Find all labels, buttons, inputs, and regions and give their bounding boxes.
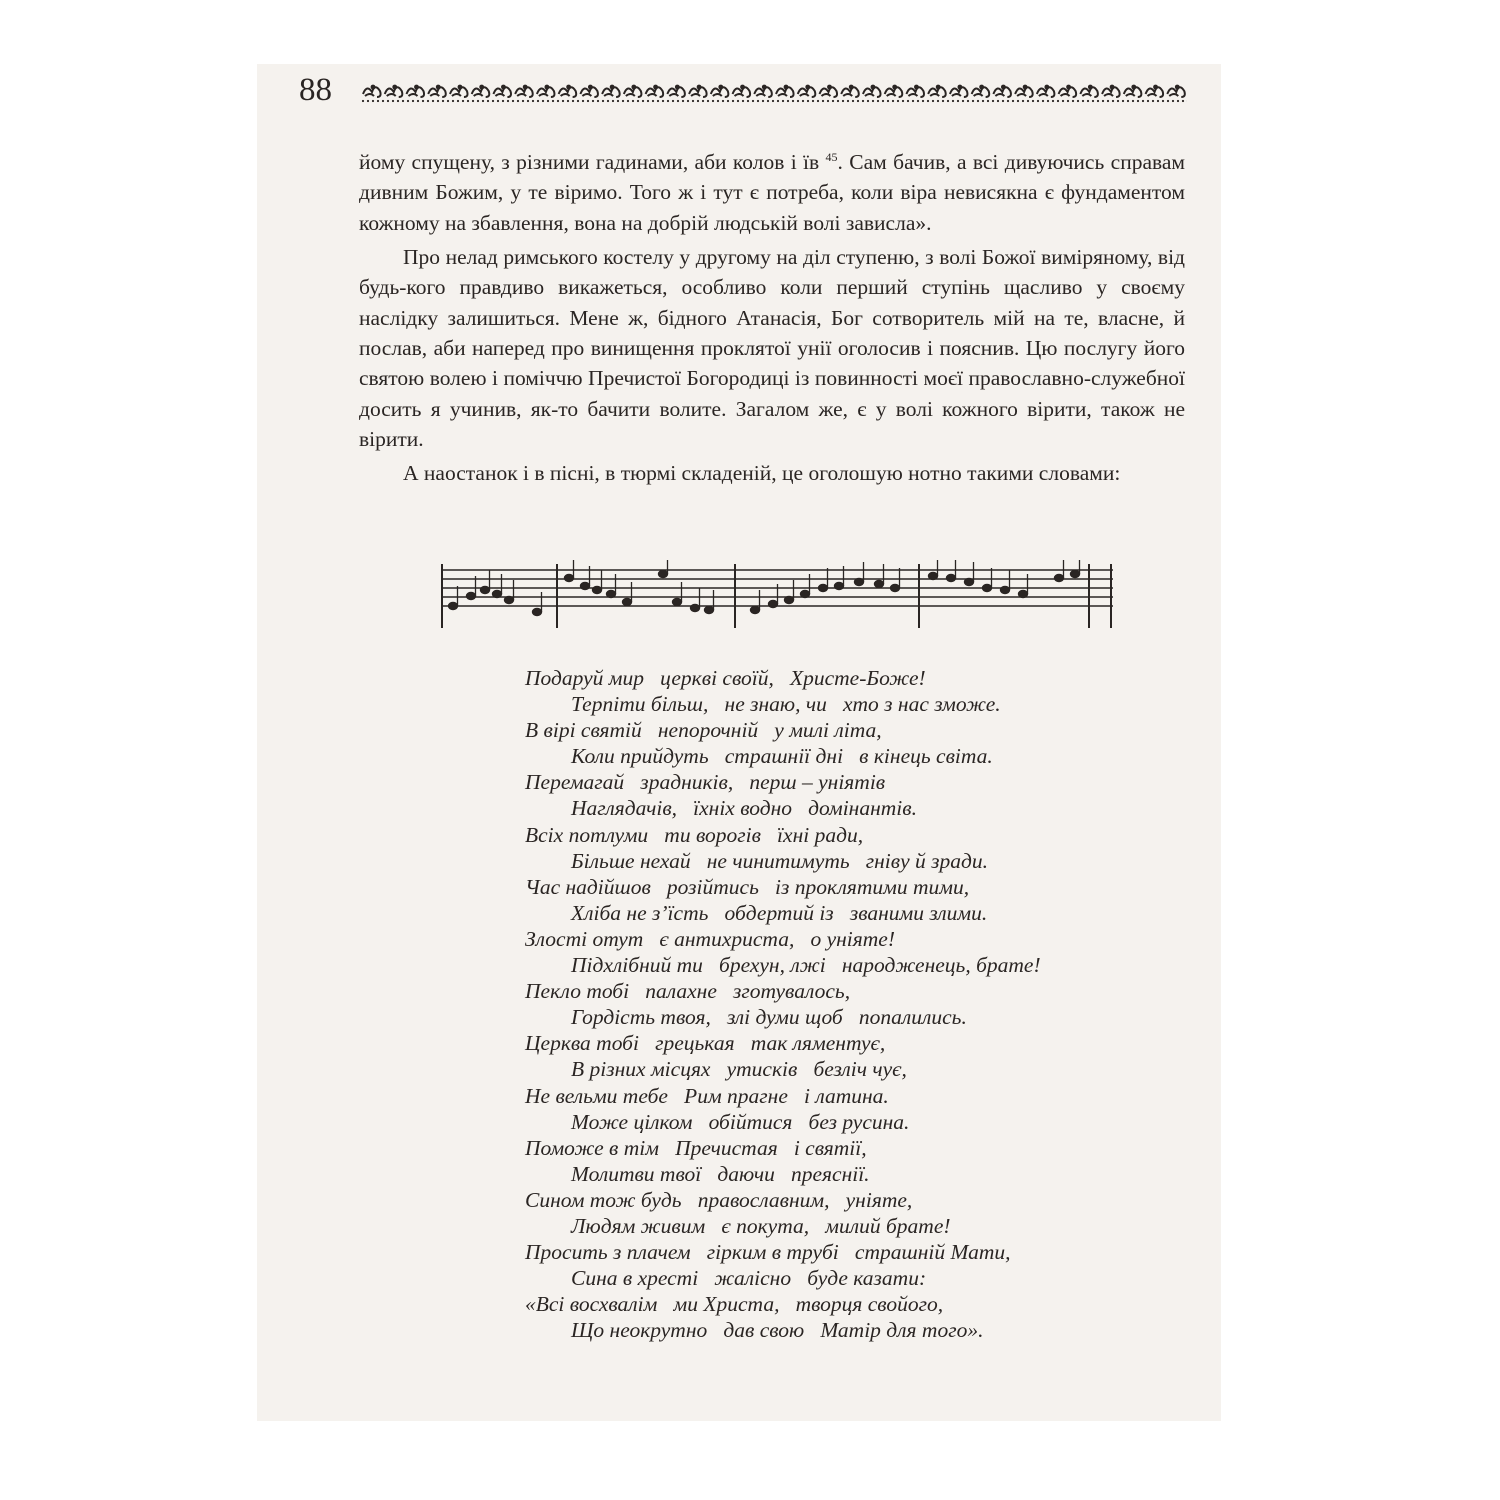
ornament-motif [1037, 85, 1055, 97]
note-head [982, 584, 992, 592]
poem-line: Всіх потлуми ти ворогів їхні ради, [525, 822, 864, 847]
ornament-dot [1172, 100, 1174, 102]
ornament-dot [852, 100, 854, 102]
poem-line: Може цілком обійтися без русина. [571, 1109, 910, 1134]
ornament-dot [967, 100, 969, 102]
ornament-dot [792, 100, 794, 102]
ornament-motif [711, 85, 729, 97]
ornament-dot [642, 100, 644, 102]
ornament-dot [517, 100, 519, 102]
poem-line: Молитви твої даючи преяснії. [571, 1161, 870, 1186]
ornament-dot [1007, 100, 1009, 102]
ornament-motif [385, 85, 403, 97]
ornament-dot [682, 100, 684, 102]
ornament-dot [1072, 100, 1074, 102]
ornament-motif [493, 85, 511, 97]
ornament-dot [1052, 100, 1054, 102]
ornament-dot [477, 100, 479, 102]
ornament-dot [737, 100, 739, 102]
ornament-dot [487, 100, 489, 102]
ornament-dot [1112, 100, 1114, 102]
note-head [1070, 570, 1080, 578]
ornament-dot [917, 100, 919, 102]
ornament-motif [885, 85, 903, 97]
ornament-dot [777, 100, 779, 102]
ornament-dot [1087, 100, 1089, 102]
poem-line: Злості отут є антихриста, о уніяте! [525, 926, 895, 951]
ornament-dot [837, 100, 839, 102]
ornament-dot [942, 100, 944, 102]
ornament-dot [497, 100, 499, 102]
ornament-dot [627, 100, 629, 102]
poem-line: Підхлібний ти брехун, лжі народженець, брате! [571, 953, 1041, 978]
ornament-dot [987, 100, 989, 102]
note-head [854, 578, 864, 586]
note-head [874, 580, 884, 588]
ornament-dot [687, 100, 689, 102]
ornament-dot [952, 100, 954, 102]
ornament-dot [1167, 100, 1169, 102]
ornament-dot [997, 100, 999, 102]
ornament-dot [902, 100, 904, 102]
ornament-dot [507, 100, 509, 102]
ornament-dot [407, 100, 409, 102]
ornament-dot [1002, 100, 1004, 102]
ornament-dot [717, 100, 719, 102]
note-head [592, 586, 602, 594]
note-head [564, 574, 574, 582]
note-head [928, 572, 938, 580]
prose-body [359, 142, 1185, 492]
note-head [750, 606, 760, 614]
ornament-dot [1177, 100, 1179, 102]
ornament-dot [907, 100, 909, 102]
ornament-motif [689, 85, 707, 97]
ornament-dot [807, 100, 809, 102]
ornament-dot [362, 100, 364, 102]
ornament-dot [912, 100, 914, 102]
ornament-motif [406, 85, 424, 97]
note-head [504, 596, 514, 604]
note-head [946, 574, 956, 582]
ornament-dot [947, 100, 949, 102]
poem-line: Хліба не з’їсть обдертий із званими злими. [571, 900, 988, 925]
ornament-dot [427, 100, 429, 102]
ornament-motif [972, 85, 990, 97]
ornament-dot [632, 100, 634, 102]
ornament-dot [382, 100, 384, 102]
poem-line: Що неокрутно дав свою Матір для того». [571, 1318, 984, 1343]
note-head [492, 590, 502, 598]
ornament-dot [572, 100, 574, 102]
poem-line: «Всі восхвалім ми Христа, творця свойого, [525, 1292, 944, 1317]
book-page [257, 64, 1221, 1421]
ornament-dot [1157, 100, 1159, 102]
ornament-dot [782, 100, 784, 102]
paragraph-1 [359, 142, 1185, 238]
footnote-ref-45[interactable]: 45 [825, 150, 838, 164]
ornament-dot [392, 100, 394, 102]
ornament-dot [557, 100, 559, 102]
ornament-motif [624, 85, 642, 97]
ornament-motif [863, 85, 881, 97]
ornament-dot [1027, 100, 1029, 102]
ornament-dot [532, 100, 534, 102]
ornament-dot [1107, 100, 1109, 102]
poem-line: Гордість твоя, злі думи щоб попалились. [571, 1005, 967, 1030]
ornament-motif [754, 85, 772, 97]
header-ornament-border [361, 78, 1187, 104]
note-head [580, 582, 590, 590]
ornament-dot [437, 100, 439, 102]
ornament-dot [502, 100, 504, 102]
poem-line: В різних місцях утисків безліч чує, [571, 1057, 907, 1082]
ornament-dot [897, 100, 899, 102]
ornament-motif [993, 85, 1011, 97]
ornament-dot [512, 100, 514, 102]
ornament-dot [422, 100, 424, 102]
ornament-dot [602, 100, 604, 102]
paragraph-3: А наостанок і в пісні, в тюрмі складеній, це оголошую нотно такими словами: [403, 461, 1121, 486]
poem-line: Час надійшов розійтись із проклятими тими, [525, 874, 970, 899]
poem-line: Наглядачів, їхніх водно домінантів. [571, 796, 917, 821]
ornament-dot [377, 100, 379, 102]
ornament-dot [1017, 100, 1019, 102]
ornament-motif [1167, 85, 1185, 97]
ornament-dot [862, 100, 864, 102]
ornament-dot [367, 100, 369, 102]
note-head [818, 584, 828, 592]
ornament-motif [1102, 85, 1120, 97]
ornament-dot [752, 100, 754, 102]
ornament-dot [1012, 100, 1014, 102]
ornament-dot [817, 100, 819, 102]
note-head [704, 606, 714, 614]
ornament-dot [847, 100, 849, 102]
poem-line: Поможе в тім Пречистая і святії, [525, 1135, 867, 1160]
ornament-motif [428, 85, 446, 97]
ornament-dot [677, 100, 679, 102]
note-head [1018, 590, 1028, 598]
ornament-dot [1092, 100, 1094, 102]
ornament-dot [582, 100, 584, 102]
ornament-dot [887, 100, 889, 102]
ornament-motif [1059, 85, 1077, 97]
ornament-dot [387, 100, 389, 102]
ornament-motif [928, 85, 946, 97]
ornament-dot [872, 100, 874, 102]
ornament-dot [802, 100, 804, 102]
ornament-dot [547, 100, 549, 102]
note-head [964, 578, 974, 586]
paragraph-1-text-a: йому спущену, з різними гадинами, аби колов і їв [359, 150, 820, 175]
poem-line: Подаруй мир церкві своїй, Христе-Боже! [525, 666, 926, 690]
ornament-dot [417, 100, 419, 102]
ornament-dot [867, 100, 869, 102]
ornament-dot [882, 100, 884, 102]
note-head [532, 608, 542, 616]
page-number: 88 [299, 72, 332, 108]
ornament-dot [797, 100, 799, 102]
ornament-dot [977, 100, 979, 102]
ornament-dot [672, 100, 674, 102]
ornament-dot [492, 100, 494, 102]
ornament-dot [857, 100, 859, 102]
ornament-dot [447, 100, 449, 102]
ornament-dot [762, 100, 764, 102]
ornament-motif [776, 85, 794, 97]
ornament-dot [832, 100, 834, 102]
ornament-dot [1057, 100, 1059, 102]
ornament-dot [812, 100, 814, 102]
ornament-dot [982, 100, 984, 102]
ornament-dot [457, 100, 459, 102]
ornament-dot [992, 100, 994, 102]
ornament-motif [1124, 85, 1142, 97]
ornament-dot [932, 100, 934, 102]
ornament-dot [1137, 100, 1139, 102]
ornament-dot [1022, 100, 1024, 102]
ornament-dot [562, 100, 564, 102]
note-head [690, 604, 700, 612]
ornament-motif [1080, 85, 1098, 97]
ornament-dot [772, 100, 774, 102]
ornament-dot [962, 100, 964, 102]
ornament-dot [767, 100, 769, 102]
poem-line: Пекло тобі палахне зготувалось, [525, 979, 851, 1004]
poem-line: Сина в хресті жалісно буде казати: [571, 1266, 927, 1291]
ornament-motif [1015, 85, 1033, 97]
poem-line: Людям живим є покута, милий брате! [571, 1213, 951, 1238]
note-head [1000, 586, 1010, 594]
ornament-dot [482, 100, 484, 102]
ornament-dot [607, 100, 609, 102]
ornament-dot [1032, 100, 1034, 102]
ornament-dot [637, 100, 639, 102]
paragraph-1-text-b: . Сам бачив, а всі дивуючись справам дивним Божим, у те віримо. Того ж і тут є потреба, коли віра невисякна є фундаментом кожному на збавлення, вона на добрій людській волі зависла». [359, 150, 1186, 235]
ornament-dot [647, 100, 649, 102]
ornament-dot [822, 100, 824, 102]
paragraph-2: Про нелад римського костелу у другому на діл ступеню, з волі Божої виміряному, від будь-кого правдиво викажеться, особливо коли перший ступінь щасливо у своєму наслідку залишиться. Мене ж, бідного Атанасія, Бог сотворитель мій на те, власне, й послав, аби наперед про винищення проклятої унії оголосив і пояснив. Цю послугу його святою волею і поміччю Пречистої Богородиці із повинності моєї православно-служебної досить я учинив, як-то бачити волите. Загалом же, є у волі кожного вірити, також не вірити. [359, 245, 1185, 451]
ornament-dot [707, 100, 709, 102]
ornament-dot [972, 100, 974, 102]
ornament-dot [592, 100, 594, 102]
ornament-motif [515, 85, 533, 97]
ornament-dot [727, 100, 729, 102]
ornament-dot [402, 100, 404, 102]
ornament-dot [842, 100, 844, 102]
ornament-motif [1146, 85, 1164, 97]
ornament-dot [1102, 100, 1104, 102]
note-head [834, 582, 844, 590]
note-head [768, 600, 778, 608]
ornament-motif [819, 85, 837, 97]
music-notation-staff-icon [439, 560, 1115, 632]
note-head [784, 596, 794, 604]
note-head [800, 590, 810, 598]
ornament-dot [1182, 100, 1184, 102]
note-head [622, 598, 632, 606]
ornament-dot [587, 100, 589, 102]
ornament-dot [1162, 100, 1164, 102]
ornament-dot [1097, 100, 1099, 102]
ornament-dot [1082, 100, 1084, 102]
poem-line: Сином тож будь православним, уніяте, [525, 1187, 913, 1212]
ornament-motif [906, 85, 924, 97]
note-head [466, 592, 476, 600]
ornament-dot [657, 100, 659, 102]
ornament-dot [397, 100, 399, 102]
ornament-motif [733, 85, 751, 97]
poem-line: Церква тобі грецькая так ляментує, [525, 1031, 886, 1056]
ornament-dot [742, 100, 744, 102]
note-head [480, 586, 490, 594]
note-head [606, 590, 616, 598]
ornament-dot [537, 100, 539, 102]
ornament-dot [787, 100, 789, 102]
poem-line: Коли прийдуть страшнії дні в кінець світа. [571, 744, 993, 769]
note-head [890, 584, 900, 592]
ornament-dot [827, 100, 829, 102]
poem-line: Не вельми тебе Рим прагне і латина. [525, 1083, 889, 1108]
ornament-dot [747, 100, 749, 102]
ornament-motif [667, 85, 685, 97]
ornament-dot [412, 100, 414, 102]
ornament-dot [462, 100, 464, 102]
ornament-dot [452, 100, 454, 102]
ornament-motif [602, 85, 620, 97]
ornament-dot [667, 100, 669, 102]
poem-line: Терпіти більш, не знаю, чи хто з нас зможе. [571, 692, 1001, 717]
ornament-dot [652, 100, 654, 102]
ornament-dot [697, 100, 699, 102]
note-head [658, 570, 668, 578]
ornament-dot [957, 100, 959, 102]
ornament-dot [662, 100, 664, 102]
ornament-dot [577, 100, 579, 102]
ornament-dot [612, 100, 614, 102]
ornament-dot [692, 100, 694, 102]
poem-line: В вірі святій непорочній у милі літа, [525, 718, 882, 743]
ornament-dot [1042, 100, 1044, 102]
ornament-dot [527, 100, 529, 102]
poem [525, 665, 1085, 1343]
ornament-dot [442, 100, 444, 102]
ornament-dot [1127, 100, 1129, 102]
ornament-motif [950, 85, 968, 97]
ornament-dot [927, 100, 929, 102]
note-head [448, 602, 458, 610]
ornament-dot [467, 100, 469, 102]
ornament-dot [567, 100, 569, 102]
ornament-dot [1152, 100, 1154, 102]
ornament-dot [722, 100, 724, 102]
ornament-dot [732, 100, 734, 102]
ornament-dot [877, 100, 879, 102]
poem-line: Більше нехай не чинитимуть гніву й зради. [571, 848, 989, 873]
ornament-dot [522, 100, 524, 102]
ornament-motif [559, 85, 577, 97]
ornament-dot [1062, 100, 1064, 102]
ornament-motif [580, 85, 598, 97]
ornament-motif [363, 85, 381, 97]
ornament-dot [1047, 100, 1049, 102]
ornament-dot [1122, 100, 1124, 102]
poem-line: Просить з плачем гірким в трубі страшній Мати, [525, 1240, 1011, 1265]
ornament-dot [372, 100, 374, 102]
ornament-motif [537, 85, 555, 97]
poem-line: Перемагай зрадників, перш – уніятів [525, 770, 886, 795]
ornament-dot [1077, 100, 1079, 102]
ornament-motif [841, 85, 859, 97]
ornament-dot [922, 100, 924, 102]
ornament-dot [1142, 100, 1144, 102]
ornament-motif [472, 85, 490, 97]
ornament-dot [432, 100, 434, 102]
ornament-dot [1147, 100, 1149, 102]
ornament-dot [542, 100, 544, 102]
ornament-dot [937, 100, 939, 102]
ornament-dot [1067, 100, 1069, 102]
ornament-motif [450, 85, 468, 97]
ornament-dot [1132, 100, 1134, 102]
ornament-dot [597, 100, 599, 102]
ornament-dot [702, 100, 704, 102]
ornament-dot [552, 100, 554, 102]
ornament-dot [1037, 100, 1039, 102]
note-head [672, 598, 682, 606]
ornament-dot [712, 100, 714, 102]
ornament-dot [892, 100, 894, 102]
note-head [1054, 574, 1064, 582]
ornament-dot [617, 100, 619, 102]
ornament-dot [622, 100, 624, 102]
ornament-dot [472, 100, 474, 102]
ornament-dot [757, 100, 759, 102]
ornament-motif [646, 85, 664, 97]
ornament-motif [798, 85, 816, 97]
ornament-dot [1117, 100, 1119, 102]
